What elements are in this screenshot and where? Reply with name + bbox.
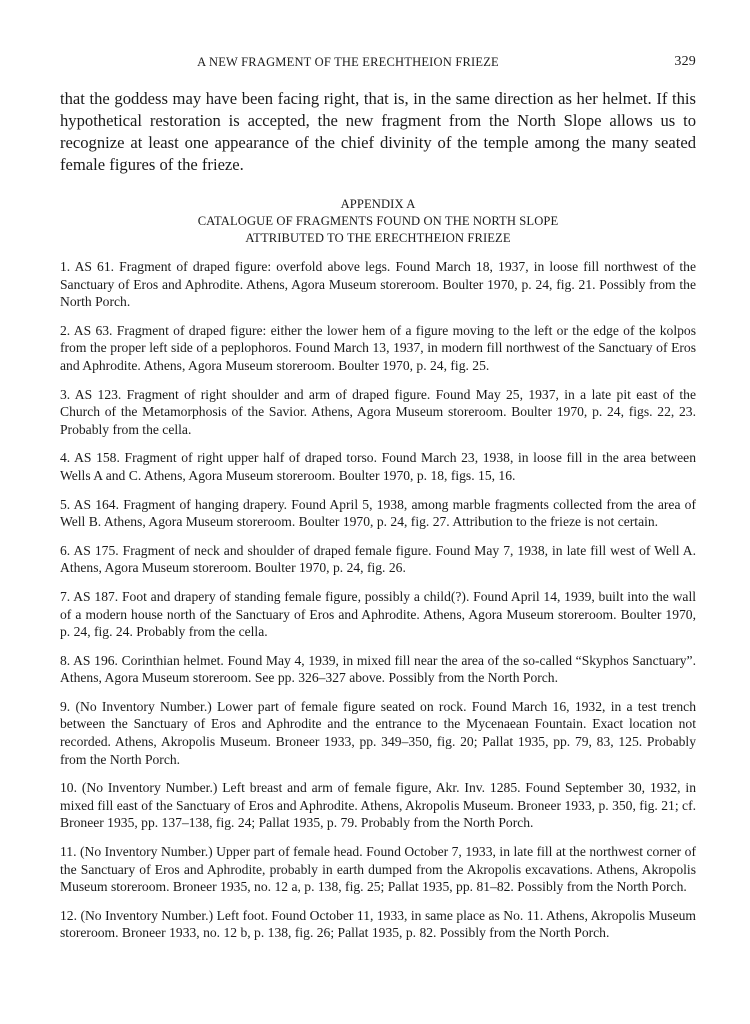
catalogue-entry: 2. AS 63. Fragment of draped figure: either the lower hem of a figure moving to the left or the edge of the kolpos from the proper left side of a peplophoros. Found March 13, 1937, in modern fill northwest of the Sanctuary of Eros and Aphrodite. Athens, Agora Museum storeroom. Boulter 1970, p. 24, fig. 25.	[60, 322, 696, 373]
running-title: A NEW FRAGMENT OF THE ERECHTHEION FRIEZE	[197, 55, 499, 69]
running-head	[60, 52, 696, 74]
intro-paragraph: that the goddess may have been facing right, that is, in the same direction as her helmet. If this hypothetical restoration is accepted, the new fragment from the North Slope allows us to recognize at least one appearance of the chief divinity of the temple among the many seated female figures of the frieze.	[60, 89, 696, 174]
catalogue-entry: 7. AS 187. Foot and drapery of standing female figure, possibly a child(?). Found April 14, 1939, built into the wall of a modern house north of the Sanctuary of Eros and Aphrodite. Athens, Agora Museum storeroom. Boulter 1970, p. 24, fig. 24. Probably from the cella.	[60, 588, 696, 640]
catalogue-list	[60, 258, 696, 942]
catalogue-entry: 5. AS 164. Fragment of hanging drapery. Found April 5, 1938, among marble fragments collected from the area of Well B. Athens, Agora Museum storeroom. Boulter 1970, p. 24, fig. 27. Attribution to the frieze is not certain.	[60, 496, 696, 530]
catalogue-entry: 3. AS 123. Fragment of right shoulder and arm of draped figure. Found May 25, 1937, in a late pit east of the Church of the Metamorphosis of the Savior. Athens, Agora Museum storeroom. Boulter 1970, p. 24, figs. 22, 23. Probably from the cella.	[60, 386, 696, 437]
catalogue-entry: 10. (No Inventory Number.) Left breast and arm of female figure, Akr. Inv. 1285. Found September 30, 1932, in mixed fill east of the Sanctuary of Eros and Aphrodite. Athens, Akropolis Museum. Broneer 1933, p. 350, fig. 21; cf. Broneer 1935, pp. 137–138, fig. 24; Pallat 1935, p. 79. Probably from the North Porch.	[60, 780, 696, 831]
catalogue-entry: 9. (No Inventory Number.) Lower part of female figure seated on rock. Found March 16, 1932, in a test trench between the Sanctuary of Eros and Aphrodite and the entrance to the Mycenaean Fountain. Exact location not recorded. Athens, Akropolis Museum. Broneer 1933, pp. 349–350, fig. 20; Pallat 1935, pp. 79, 83, 125. Probably from the North Porch.	[60, 698, 696, 767]
page-number: 329	[674, 54, 696, 69]
catalogue-entry: 4. AS 158. Fragment of right upper half of draped torso. Found March 23, 1938, in loose fill in the area between Wells A and C. Athens, Agora Museum storeroom. Boulter 1970, p. 18, figs. 15, 16.	[60, 450, 696, 483]
catalogue-entry: 8. AS 196. Corinthian helmet. Found May 4, 1939, in mixed fill near the area of the so-called “Skyphos Sanctuary”. Athens, Agora Museum storeroom. See pp. 326–327 above. Possibly from the North Porch.	[60, 652, 696, 686]
catalogue-entry: 12. (No Inventory Number.) Left foot. Found October 11, 1933, in same place as No. 11. Athens, Akropolis Museum storeroom. Broneer 1933, no. 12 b, p. 138, fig. 26; Pallat 1935, p. 82. Possibly from the North Porch.	[60, 907, 696, 941]
appendix-subtitle-line-2: ATTRIBUTED TO THE ERECHTHEION FRIEZE	[245, 231, 511, 245]
appendix-subtitle-line-1: CATALOGUE OF FRAGMENTS FOUND ON THE NORTH SLOPE	[197, 214, 559, 228]
catalogue-entry: 11. (No Inventory Number.) Upper part of female head. Found October 7, 1933, in late fill at the northwest corner of the Sanctuary of Eros and Aphrodite, probably in earth dumped from the Akropolis excavations. Athens, Akropolis Museum storeroom. Broneer 1935, no. 12 a, p. 138, fig. 25; Pallat 1935, pp. 81–82. Possibly from the North Porch.	[60, 844, 696, 895]
catalogue-entry: 6. AS 175. Fragment of neck and shoulder of draped female figure. Found May 7, 1938, in late fill west of Well A. Athens, Agora Museum storeroom. Boulter 1970, p. 24, fig. 26.	[60, 542, 696, 576]
document-page	[60, 52, 696, 953]
appendix-heading: APPENDIX A	[340, 197, 416, 211]
appendix-heading-block	[60, 196, 696, 247]
catalogue-entry: 1. AS 61. Fragment of draped figure: overfold above legs. Found March 18, 1937, in loose fill northwest of the Sanctuary of Eros and Aphrodite. Athens, Agora Museum storeroom. Boulter 1970, p. 24, fig. 21. Possibly from the North Porch.	[60, 259, 696, 310]
